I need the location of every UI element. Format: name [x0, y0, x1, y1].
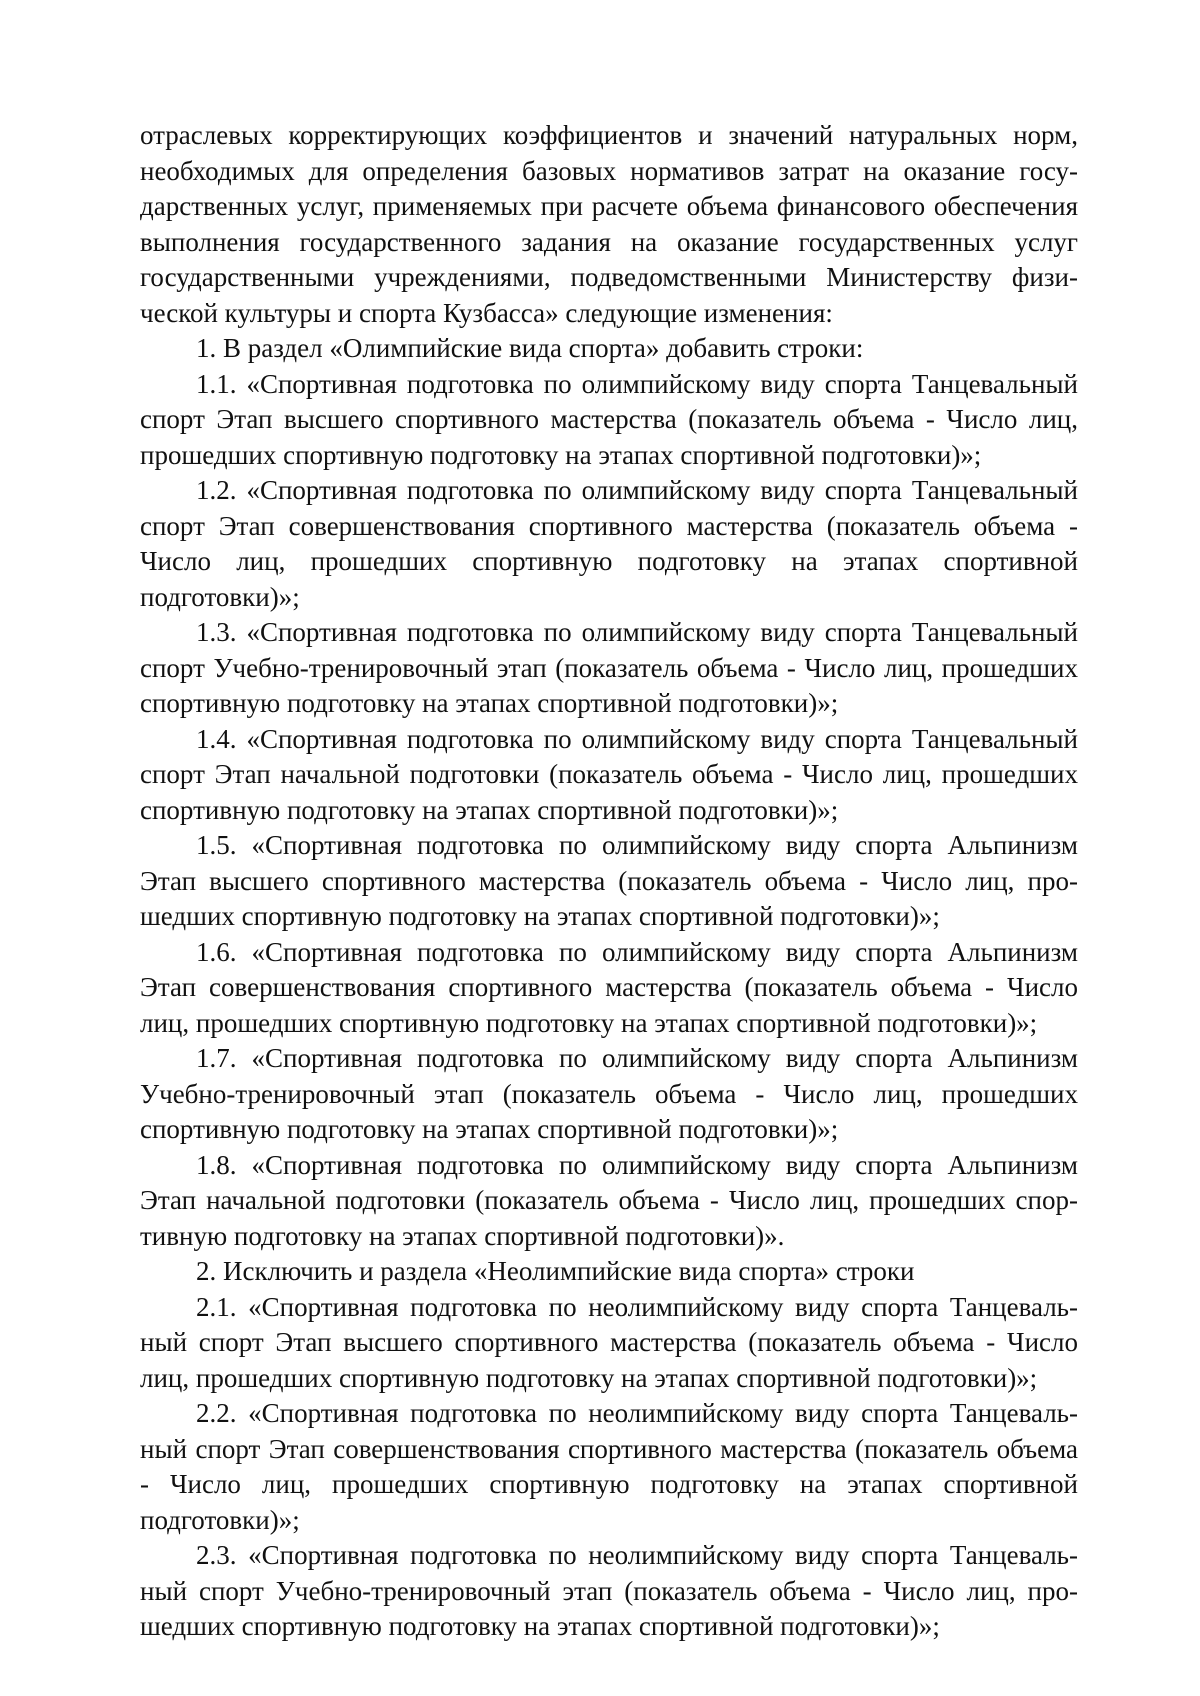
paragraph-item-1-6: 1.6. «Спортивная подготовка по олимпийскому виду спорта Альпинизм Этап совершенствования спортивного мастерства (показатель объема - Число лиц, прошедших спортивную подготовку на этапах спортивной подготовки)»; [140, 936, 1078, 1038]
paragraph-item-1-5: 1.5. «Спортивная подготовка по олимпийскому виду спорта Альпинизм Этап высшего спортивного мастерства (показатель объема - Число лиц, прошедших спортивную подготовку на этапах спортивной подготовки)»; [140, 830, 1078, 931]
paragraph-item-1-4: 1.4. «Спортивная подготовка по олимпийскому виду спорта Танцевальный спорт Этап начальной подготовки (показатель объема - Число лиц, прошедших спортивную подготовку на этапах спортивной подготовки)»; [140, 723, 1078, 825]
paragraph-item-1-8: 1.8. «Спортивная подготовка по олимпийскому виду спорта Альпинизм Этап начальной подготовки (показатель объема - Число лиц, прошедших спортивную подготовку на этапах спортивной подготовки)». [140, 1149, 1078, 1251]
paragraph-continuation: отраслевых корректирующих коэффициентов и значений натуральных норм, необходимых для определения базовых нормативов затрат на оказание государственных услуг, применяемых при расчете объема финансового обеспечения выполнения государственного задания на оказание государственных услуг государственными учреждениями, подведомственными Министерству физической культуры и спорта Кузбасса» следующие изменения: [140, 120, 1078, 328]
paragraph-item-1-2: 1.2. «Спортивная подготовка по олимпийскому виду спорта Танцевальный спорт Этап совершенствования спортивного мастерства (показатель объема - Число лиц, прошедших спортивную подготовку на этапах спортивной подготовки)»; [140, 475, 1078, 612]
paragraph-item-2-2: 2.2. «Спортивная подготовка по неолимпийскому виду спорта Танцевальный спорт Этап совершенствования спортивного мастерства (показатель объема - Число лиц, прошедших спортивную подготовку на этапах спортивной подготовки)»; [140, 1398, 1078, 1535]
paragraph-item-1: 1. В раздел «Олимпийские вида спорта» добавить строки: [196, 333, 864, 363]
paragraph-item-1-7: 1.7. «Спортивная подготовка по олимпийскому виду спорта Альпинизм Учебно-тренировочный этап (показатель объема - Число лиц, прошедших спортивную подготовку на этапах спортивной подготовки)»; [140, 1043, 1078, 1144]
paragraph-item-2-3: 2.3. «Спортивная подготовка по неолимпийскому виду спорта Танцевальный спорт Учебно-тренировочный этап (показатель объема - Число лиц, прошедших спортивную подготовку на этапах спортивной подготовки)»; [140, 1540, 1078, 1641]
paragraph-item-1-1: 1.1. «Спортивная подготовка по олимпийскому виду спорта Танцевальный спорт Этап высшего спортивного мастерства (показатель объема - Число лиц, прошедших спортивную подготовку на этапах спортивной подготовки)»; [140, 368, 1078, 470]
paragraph-item-2-1: 2.1. «Спортивная подготовка по неолимпийскому виду спорта Танцевальный спорт Этап высшего спортивного мастерства (показатель объема - Число лиц, прошедших спортивную подготовку на этапах спортивной подготовки)»; [140, 1291, 1078, 1393]
document-page [140, 118, 1078, 1645]
paragraph-item-1-3: 1.3. «Спортивная подготовка по олимпийскому виду спорта Танцевальный спорт Учебно-тренировочный этап (показатель объема - Число лиц, прошедших спортивную подготовку на этапах спортивной подготовки)»; [140, 617, 1078, 718]
paragraph-item-2: 2. Исключить и раздела «Неолимпийские вида спорта» строки [196, 1256, 915, 1286]
